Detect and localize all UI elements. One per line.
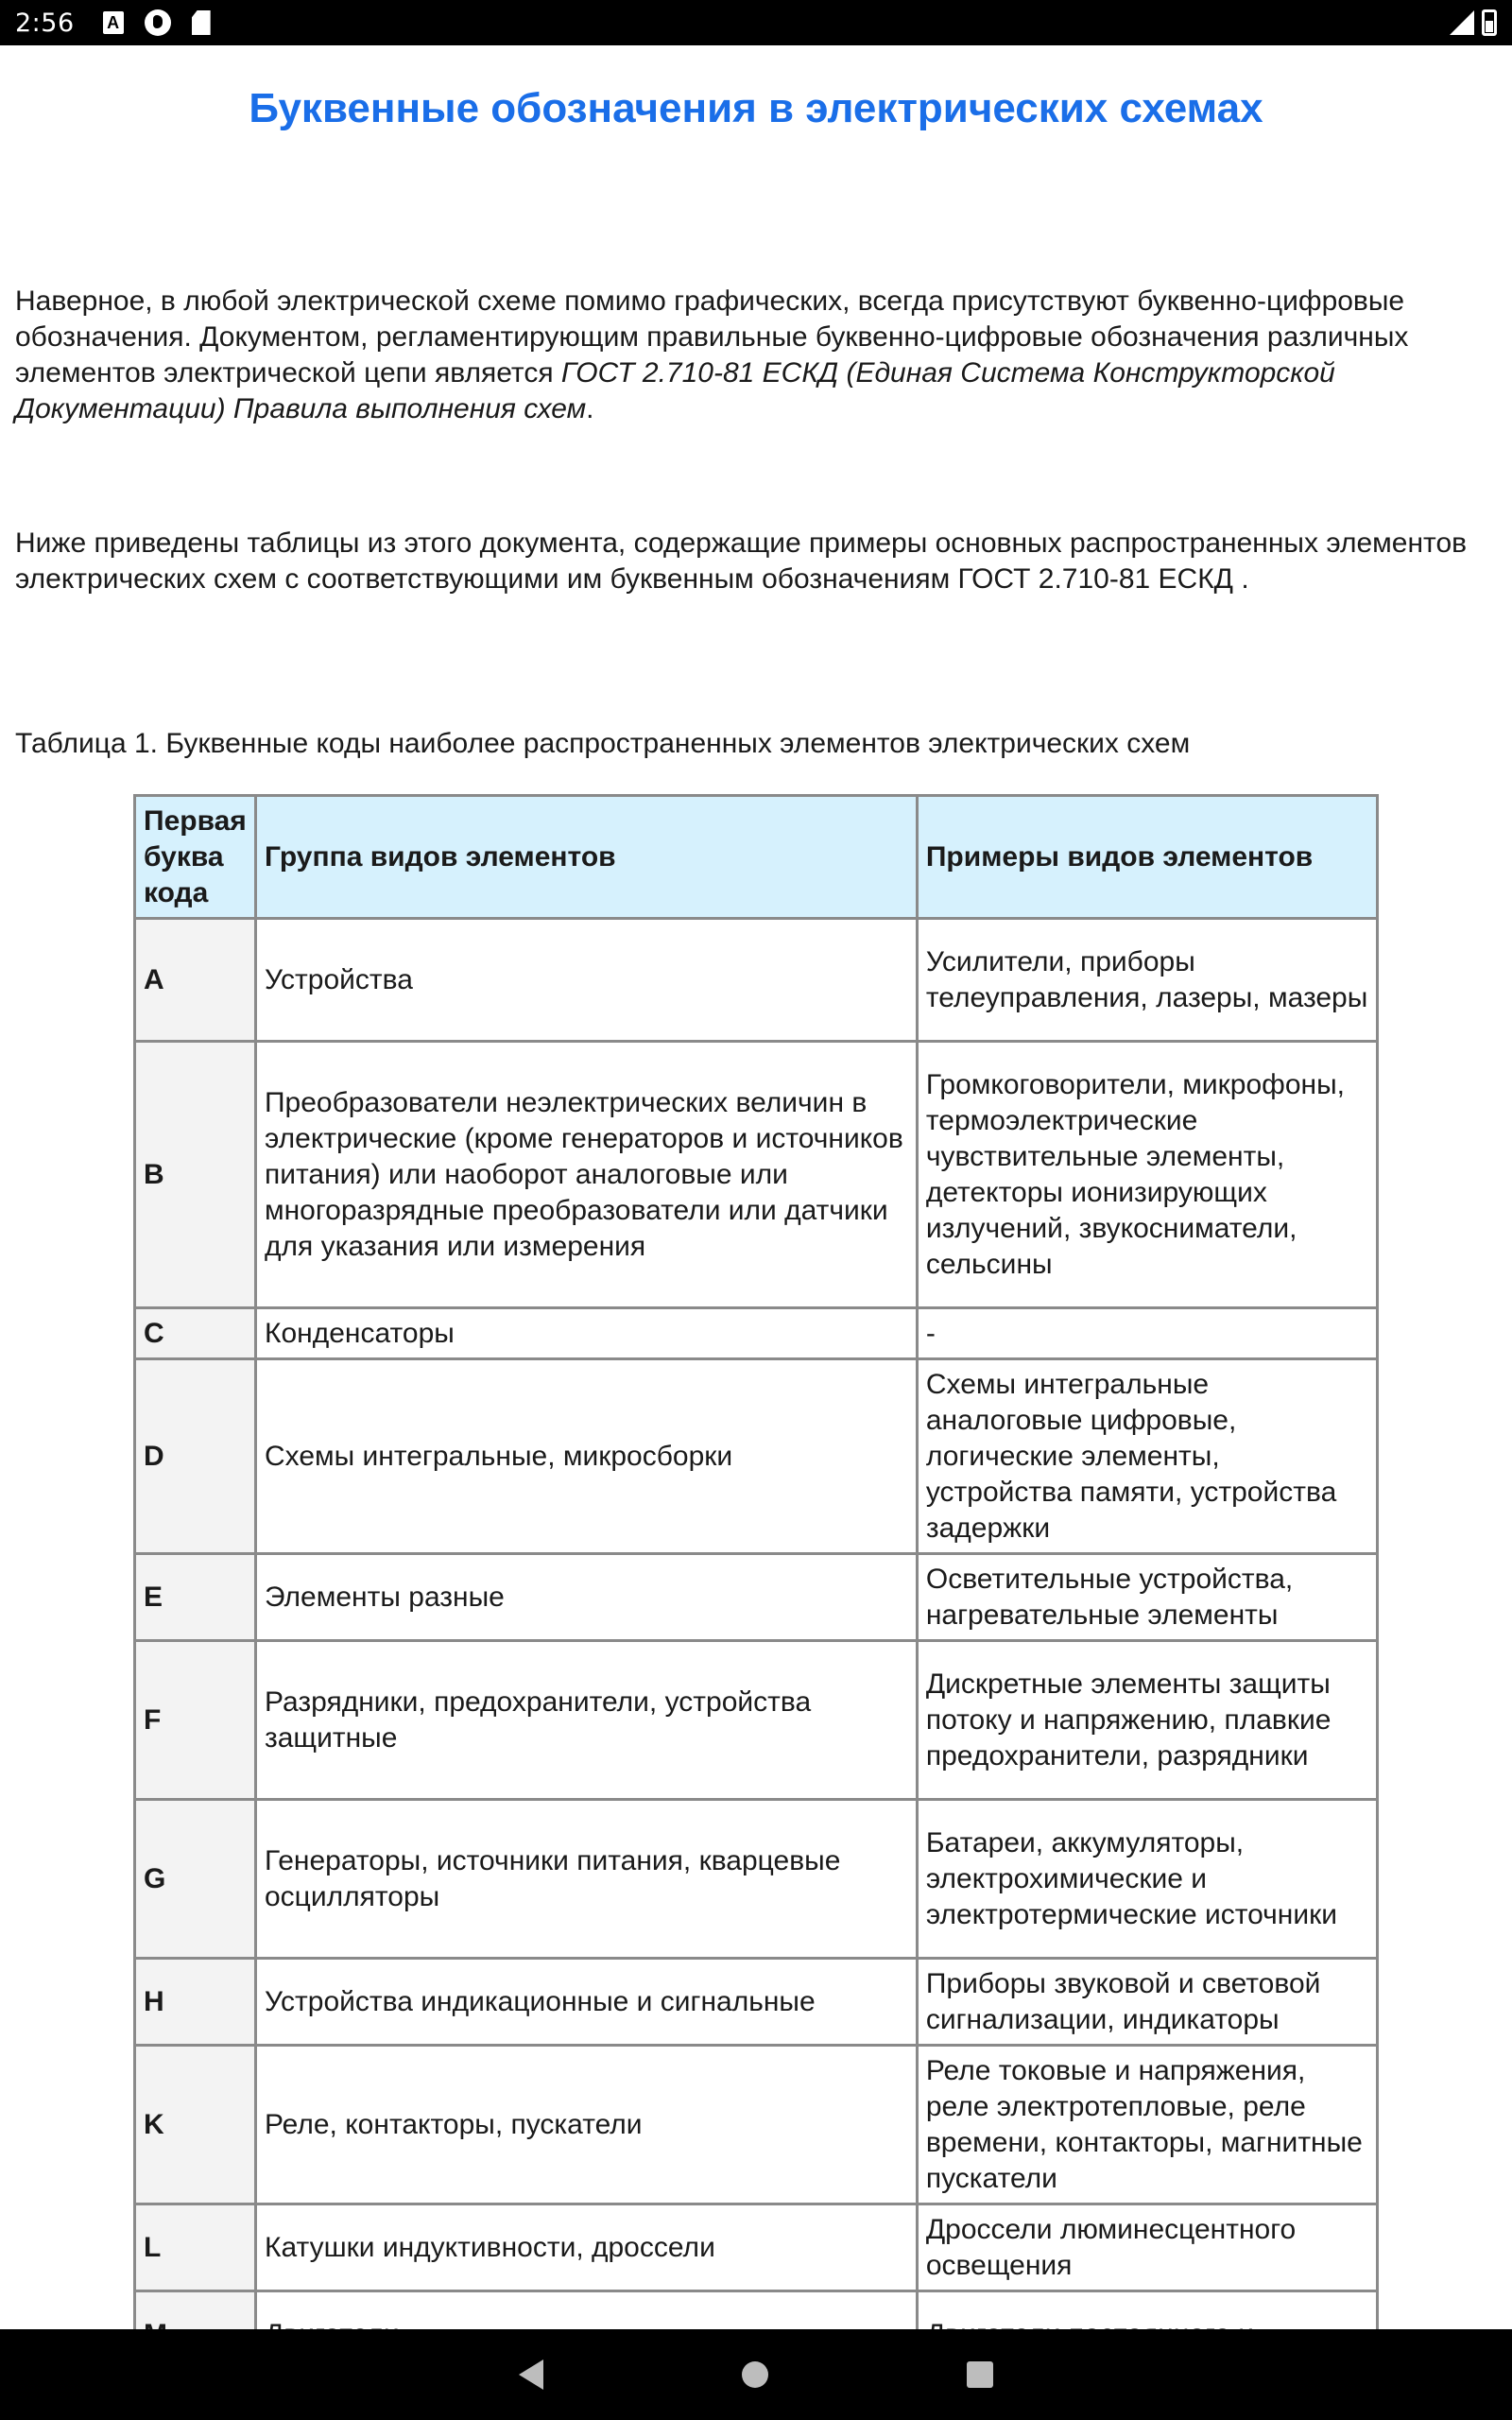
table-row bbox=[135, 2046, 1378, 2204]
second-paragraph: Ниже приведены таблицы из этого документа, содержащие примеры основных распространенных элементов электрических схем с соответствующими им буквенным обозначениям ГОСТ 2.710-81 ЕСКД . bbox=[15, 527, 1468, 595]
cell-letter: L bbox=[135, 2204, 256, 2291]
battery-icon bbox=[1482, 9, 1497, 36]
table-row bbox=[135, 1042, 1378, 1308]
table-caption: Таблица 1. Буквенные коды наиболее распространенных элементов электрических схем bbox=[15, 728, 1191, 759]
cell-examples: Реле токовые и напряжения, реле электротепловые, реле времени, контакторы, магнитные пускатели bbox=[917, 2046, 1377, 2204]
table-row bbox=[135, 1641, 1378, 1800]
cell-letter: K bbox=[135, 2046, 256, 2204]
intro-text: Наверное, в любой электрической схеме помимо графических, всегда присутствуют буквенно-цифровые обозначения. Документом, регламентирующим правильные буквенно-цифровые обозначения различных элементов электрической цепи является bbox=[15, 285, 1409, 389]
signal-icon bbox=[1450, 10, 1474, 35]
home-icon[interactable] bbox=[742, 2361, 768, 2388]
cell-examples: Громкоговорители, микрофоны, термоэлектрические чувствительные элементы, детекторы ионизирующих излучений, звукосниматели, сельсины bbox=[917, 1042, 1377, 1308]
gost-reference: ГОСТ 2.710-81 ЕСКД (Единая Система Конструкторской Документации) Правила выполнения схем bbox=[15, 357, 1335, 424]
cell-letter: D bbox=[135, 1359, 256, 1554]
table-row bbox=[135, 919, 1378, 1042]
cell-examples: Дроссели люминесцентного освещения bbox=[917, 2204, 1377, 2291]
cell-letter: G bbox=[135, 1800, 256, 1959]
intro-end: . bbox=[586, 393, 594, 424]
cell-group: Элементы разные bbox=[255, 1554, 917, 1641]
cell-examples: Дискретные элементы защиты потоку и напряжению, плавкие предохранители, разрядники bbox=[917, 1641, 1377, 1800]
cell-group: Устройства bbox=[255, 919, 917, 1042]
table-row bbox=[135, 1308, 1378, 1359]
cell-examples: Приборы звуковой и световой сигнализации, индикаторы bbox=[917, 1959, 1377, 2046]
cell-examples: Осветительные устройства, нагревательные элементы bbox=[917, 1554, 1377, 1641]
notification-icons bbox=[103, 9, 211, 36]
page-content[interactable] bbox=[0, 45, 1512, 2329]
back-icon[interactable] bbox=[519, 2360, 543, 2390]
intro-paragraph bbox=[15, 284, 1499, 427]
cell-letter: B bbox=[135, 1042, 256, 1308]
cell-group: Генераторы, источники питания, кварцевые осцилляторы bbox=[255, 1800, 917, 1959]
status-bar bbox=[0, 0, 1512, 45]
cell-group: Преобразователи неэлектрических величин в электрические (кроме генераторов и источников питания) или наоборот аналоговые или многоразрядные преобразователи или датчики для указания или измерения bbox=[255, 1042, 917, 1308]
recent-apps-icon[interactable] bbox=[967, 2361, 993, 2388]
cell-group: Реле, контакторы, пускатели bbox=[255, 2046, 917, 2204]
system-icons bbox=[1450, 9, 1497, 36]
header-group: Группа видов элементов bbox=[255, 796, 917, 919]
cell-examples: Усилители, приборы телеуправления, лазеры, мазеры bbox=[917, 919, 1377, 1042]
header-letter: Первая буква кода bbox=[135, 796, 256, 919]
navigation-bar bbox=[0, 2329, 1512, 2420]
table-row bbox=[135, 1359, 1378, 1554]
cell-group: Устройства индикационные и сигнальные bbox=[255, 1959, 917, 2046]
table-row bbox=[135, 1959, 1378, 2046]
cell-letter: C bbox=[135, 1308, 256, 1359]
cell-group: Конденсаторы bbox=[255, 1308, 917, 1359]
cell-group: Катушки индуктивности, дроссели bbox=[255, 2204, 917, 2291]
cell-examples: - bbox=[917, 1308, 1377, 1359]
table-row bbox=[135, 1800, 1378, 1959]
letter-codes-table bbox=[133, 794, 1379, 2379]
table-row bbox=[135, 1554, 1378, 1641]
cell-group: Разрядники, предохранители, устройства защитные bbox=[255, 1641, 917, 1800]
cell-letter: A bbox=[135, 919, 256, 1042]
cell-letter: E bbox=[135, 1554, 256, 1641]
cell-examples: Батареи, аккумуляторы, электрохимические и электротермические источники bbox=[917, 1800, 1377, 1959]
a-notification-icon: A bbox=[103, 11, 124, 34]
app-notification-icon bbox=[145, 9, 171, 36]
cell-letter: H bbox=[135, 1959, 256, 2046]
header-examples: Примеры видов элементов bbox=[917, 796, 1377, 919]
cell-group: Схемы интегральные, микросборки bbox=[255, 1359, 917, 1554]
table-row bbox=[135, 2204, 1378, 2291]
page-title: Буквенные обозначения в электрических схемах bbox=[249, 85, 1263, 131]
table-header-row bbox=[135, 796, 1378, 919]
cell-examples: Схемы интегральные аналоговые цифровые, логические элементы, устройства памяти, устройства задержки bbox=[917, 1359, 1377, 1554]
sd-card-icon bbox=[192, 10, 211, 35]
cell-letter: F bbox=[135, 1641, 256, 1800]
status-time: 2:56 bbox=[15, 8, 75, 38]
